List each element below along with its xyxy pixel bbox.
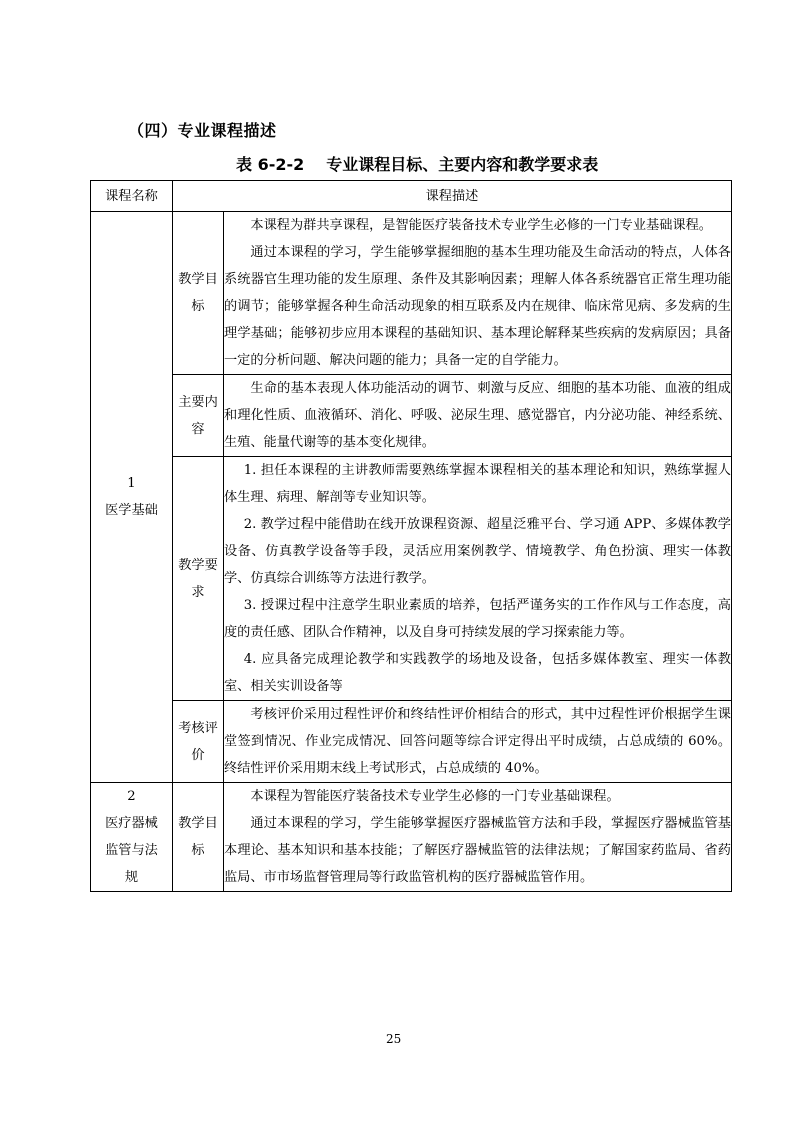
paragraph: 本课程为智能医疗装备技术专业学生必修的一门专业基础课程。	[250, 789, 620, 804]
table-row	[91, 701, 732, 783]
course-name-cell	[91, 212, 173, 783]
row-description	[224, 783, 732, 892]
row-label: 考核评价	[173, 701, 224, 783]
paragraph: 通过本课程的学习，学生能够掌握细胞的基本生理功能及生命活动的特点，人体各系统器官生理功能的发生原理、条件及其影响因素；理解人体各系统器官正常生理功能的调节；能够掌握各种生命活动现象的相互联系及内在规律、临床常见病、多发病的生理学基础；能够初步应用本课程的基础知识、基本理论解释某些疾病的发病原因；具备一定的分析问题、解决问题的能力；具备一定的自学能力。	[224, 245, 731, 368]
table-row	[91, 457, 732, 701]
table-title: 专业课程目标、主要内容和教学要求表	[326, 155, 599, 174]
row-description	[224, 457, 732, 701]
row-label: 教学目标	[173, 783, 224, 892]
paragraph: 2. 教学过程中能借助在线开放课程资源、超星泛雅平台、学习通 APP、多媒体教学设备、仿真教学设备等手段，灵活应用案例教学、情境教学、角色扮演、理实一体教学、仿真综合训练等方法进行教学。	[224, 517, 731, 586]
table-row	[91, 783, 732, 892]
paragraph: 1. 担任本课程的主讲教师需要熟练掌握本课程相关的基本理论和知识，熟练掌握人体生理、病理、解剖等专业知识等。	[224, 463, 731, 505]
paragraph: 考核评价采用过程性评价和终结性评价相结合的形式，其中过程性评价根据学生课堂签到情况、作业完成情况、回答问题等综合评定得出平时成绩，占总成绩的 60%。终结性评价采用期末线上考试形式，占总成绩的 40%。	[224, 707, 731, 776]
table-header-row	[91, 181, 732, 212]
table-row	[91, 212, 732, 375]
row-description	[224, 212, 732, 375]
page-number: 25	[386, 1032, 402, 1046]
row-description	[224, 375, 732, 457]
row-label: 教学目标	[173, 212, 224, 375]
paragraph: 生命的基本表现人体功能活动的调节、刺激与反应、细胞的基本功能、血液的组成和理化性质、血液循环、消化、呼吸、泌尿生理、感觉器官，内分泌功能、神经系统、生殖、能量代谢等的基本变化规律。	[224, 381, 731, 450]
paragraph: 4. 应具备完成理论教学和实践教学的场地及设备，包括多媒体教室、理实一体教室、相关实训设备等	[224, 652, 731, 694]
paragraph: 通过本课程的学习，学生能够掌握医疗器械监管方法和手段，掌握医疗器械监管基本理论、基本知识和基本技能；了解医疗器械监管的法律法规；了解国家药监局、省药监局、市市场监督管理局等行政监管机构的医疗器械监管作用。	[224, 816, 731, 885]
course-name: 医学基础	[105, 503, 158, 518]
paragraph: 3. 授课过程中注意学生职业素质的培养，包括严谨务实的工作作风与工作态度，高度的责任感、团队合作精神，以及自身可持续发展的学习探索能力等。	[224, 598, 731, 640]
course-name-cell	[91, 783, 173, 892]
row-label: 教学要求	[173, 457, 224, 701]
table-number: 表 6-2-2	[236, 155, 305, 174]
course-table	[90, 180, 732, 892]
header-course-desc: 课程描述	[173, 181, 732, 212]
table-row	[91, 375, 732, 457]
table-caption	[236, 152, 598, 175]
course-name: 医疗器械监管与法规	[105, 816, 158, 885]
course-number: 2	[127, 789, 136, 804]
paragraph: 本课程为群共享课程，是智能医疗装备技术专业学生必修的一门专业基础课程。	[250, 218, 712, 233]
row-label: 主要内容	[173, 375, 224, 457]
row-description	[224, 701, 732, 783]
section-heading: （四）专业课程描述	[128, 121, 277, 140]
course-number: 1	[127, 476, 136, 491]
header-course-name: 课程名称	[91, 181, 173, 212]
